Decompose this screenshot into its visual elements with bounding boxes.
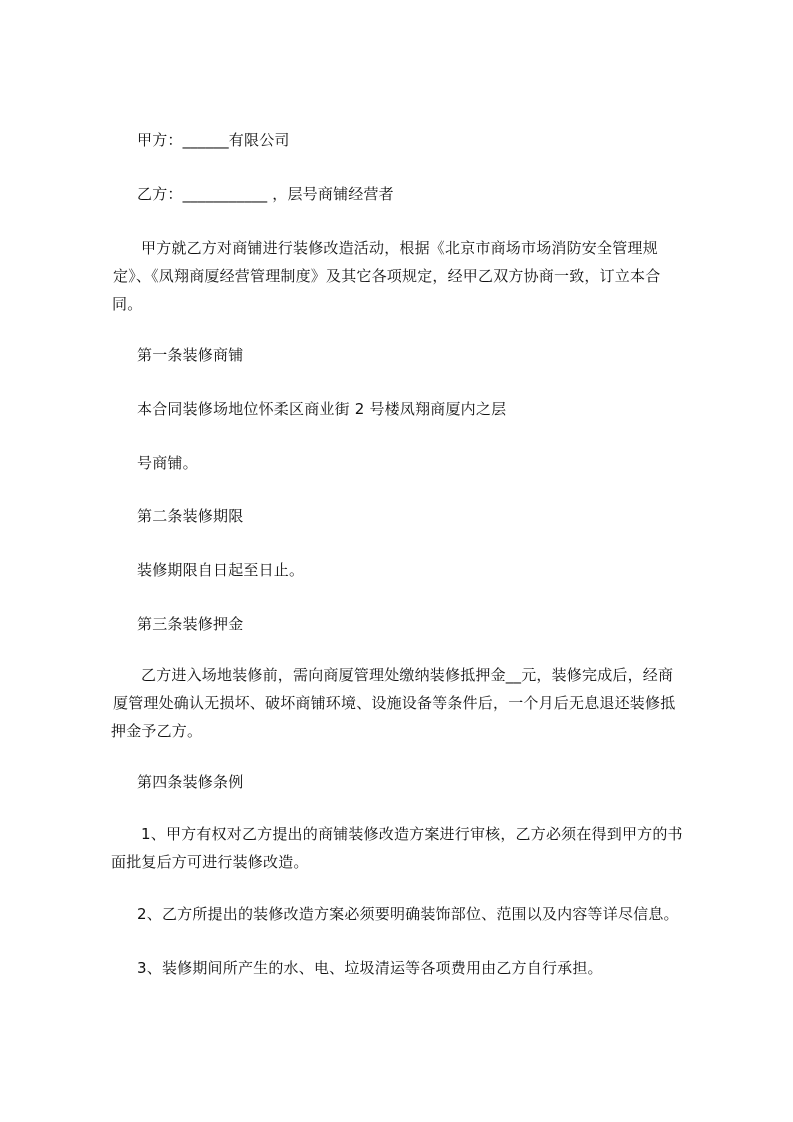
- article-3-line-1: 乙方进入场地装修前，需向商厦管理处缴纳装修抵押金__元，装修完成后，经商: [141, 666, 674, 684]
- article-1-line-2: 号商铺。: [137, 454, 198, 472]
- intro-line-3: 同。: [112, 295, 143, 313]
- article-4-title: 第四条装修条例: [137, 773, 244, 791]
- party-a-line: 甲方：______有限公司: [137, 131, 290, 149]
- article-4-item-1-line-1: 1、甲方有权对乙方提出的商铺装修改造方案进行审核，乙方必须在得到甲方的书: [141, 825, 683, 843]
- article-3-line-3: 押金予乙方。: [111, 722, 203, 740]
- article-1-line-1: 本合同装修场地位怀柔区商业街 2 号楼凤翔商厦内之层: [137, 400, 507, 418]
- party-b-line: 乙方：___________ ，层号商铺经营者: [137, 185, 394, 203]
- article-2-title: 第二条装修期限: [137, 507, 244, 525]
- article-4-item-2: 2、乙方所提出的装修改造方案必须要明确装饰部位、范围以及内容等详尽信息。: [137, 905, 679, 923]
- article-3-line-2: 厦管理处确认无损坏、破坏商铺环境、设施设备等条件后，一个月后无息退还装修抵: [113, 694, 676, 712]
- article-4-item-1-line-2: 面批复后方可进行装修改造。: [111, 853, 309, 871]
- intro-line-2: 定》、《凤翔商厦经营管理制度》及其它各项规定，经甲乙双方协商一致，订立本合: [113, 267, 661, 285]
- article-1-title: 第一条装修商铺: [137, 346, 244, 364]
- intro-line-1: 甲方就乙方对商铺进行装修改造活动，根据《北京市商场市场消防安全管理规: [141, 239, 658, 257]
- article-2-text: 装修期限自日起至日止。: [137, 561, 305, 579]
- article-4-item-3: 3、装修期间所产生的水、电、垃圾清运等各项费用由乙方自行承担。: [137, 959, 603, 977]
- article-3-title: 第三条装修押金: [137, 615, 244, 633]
